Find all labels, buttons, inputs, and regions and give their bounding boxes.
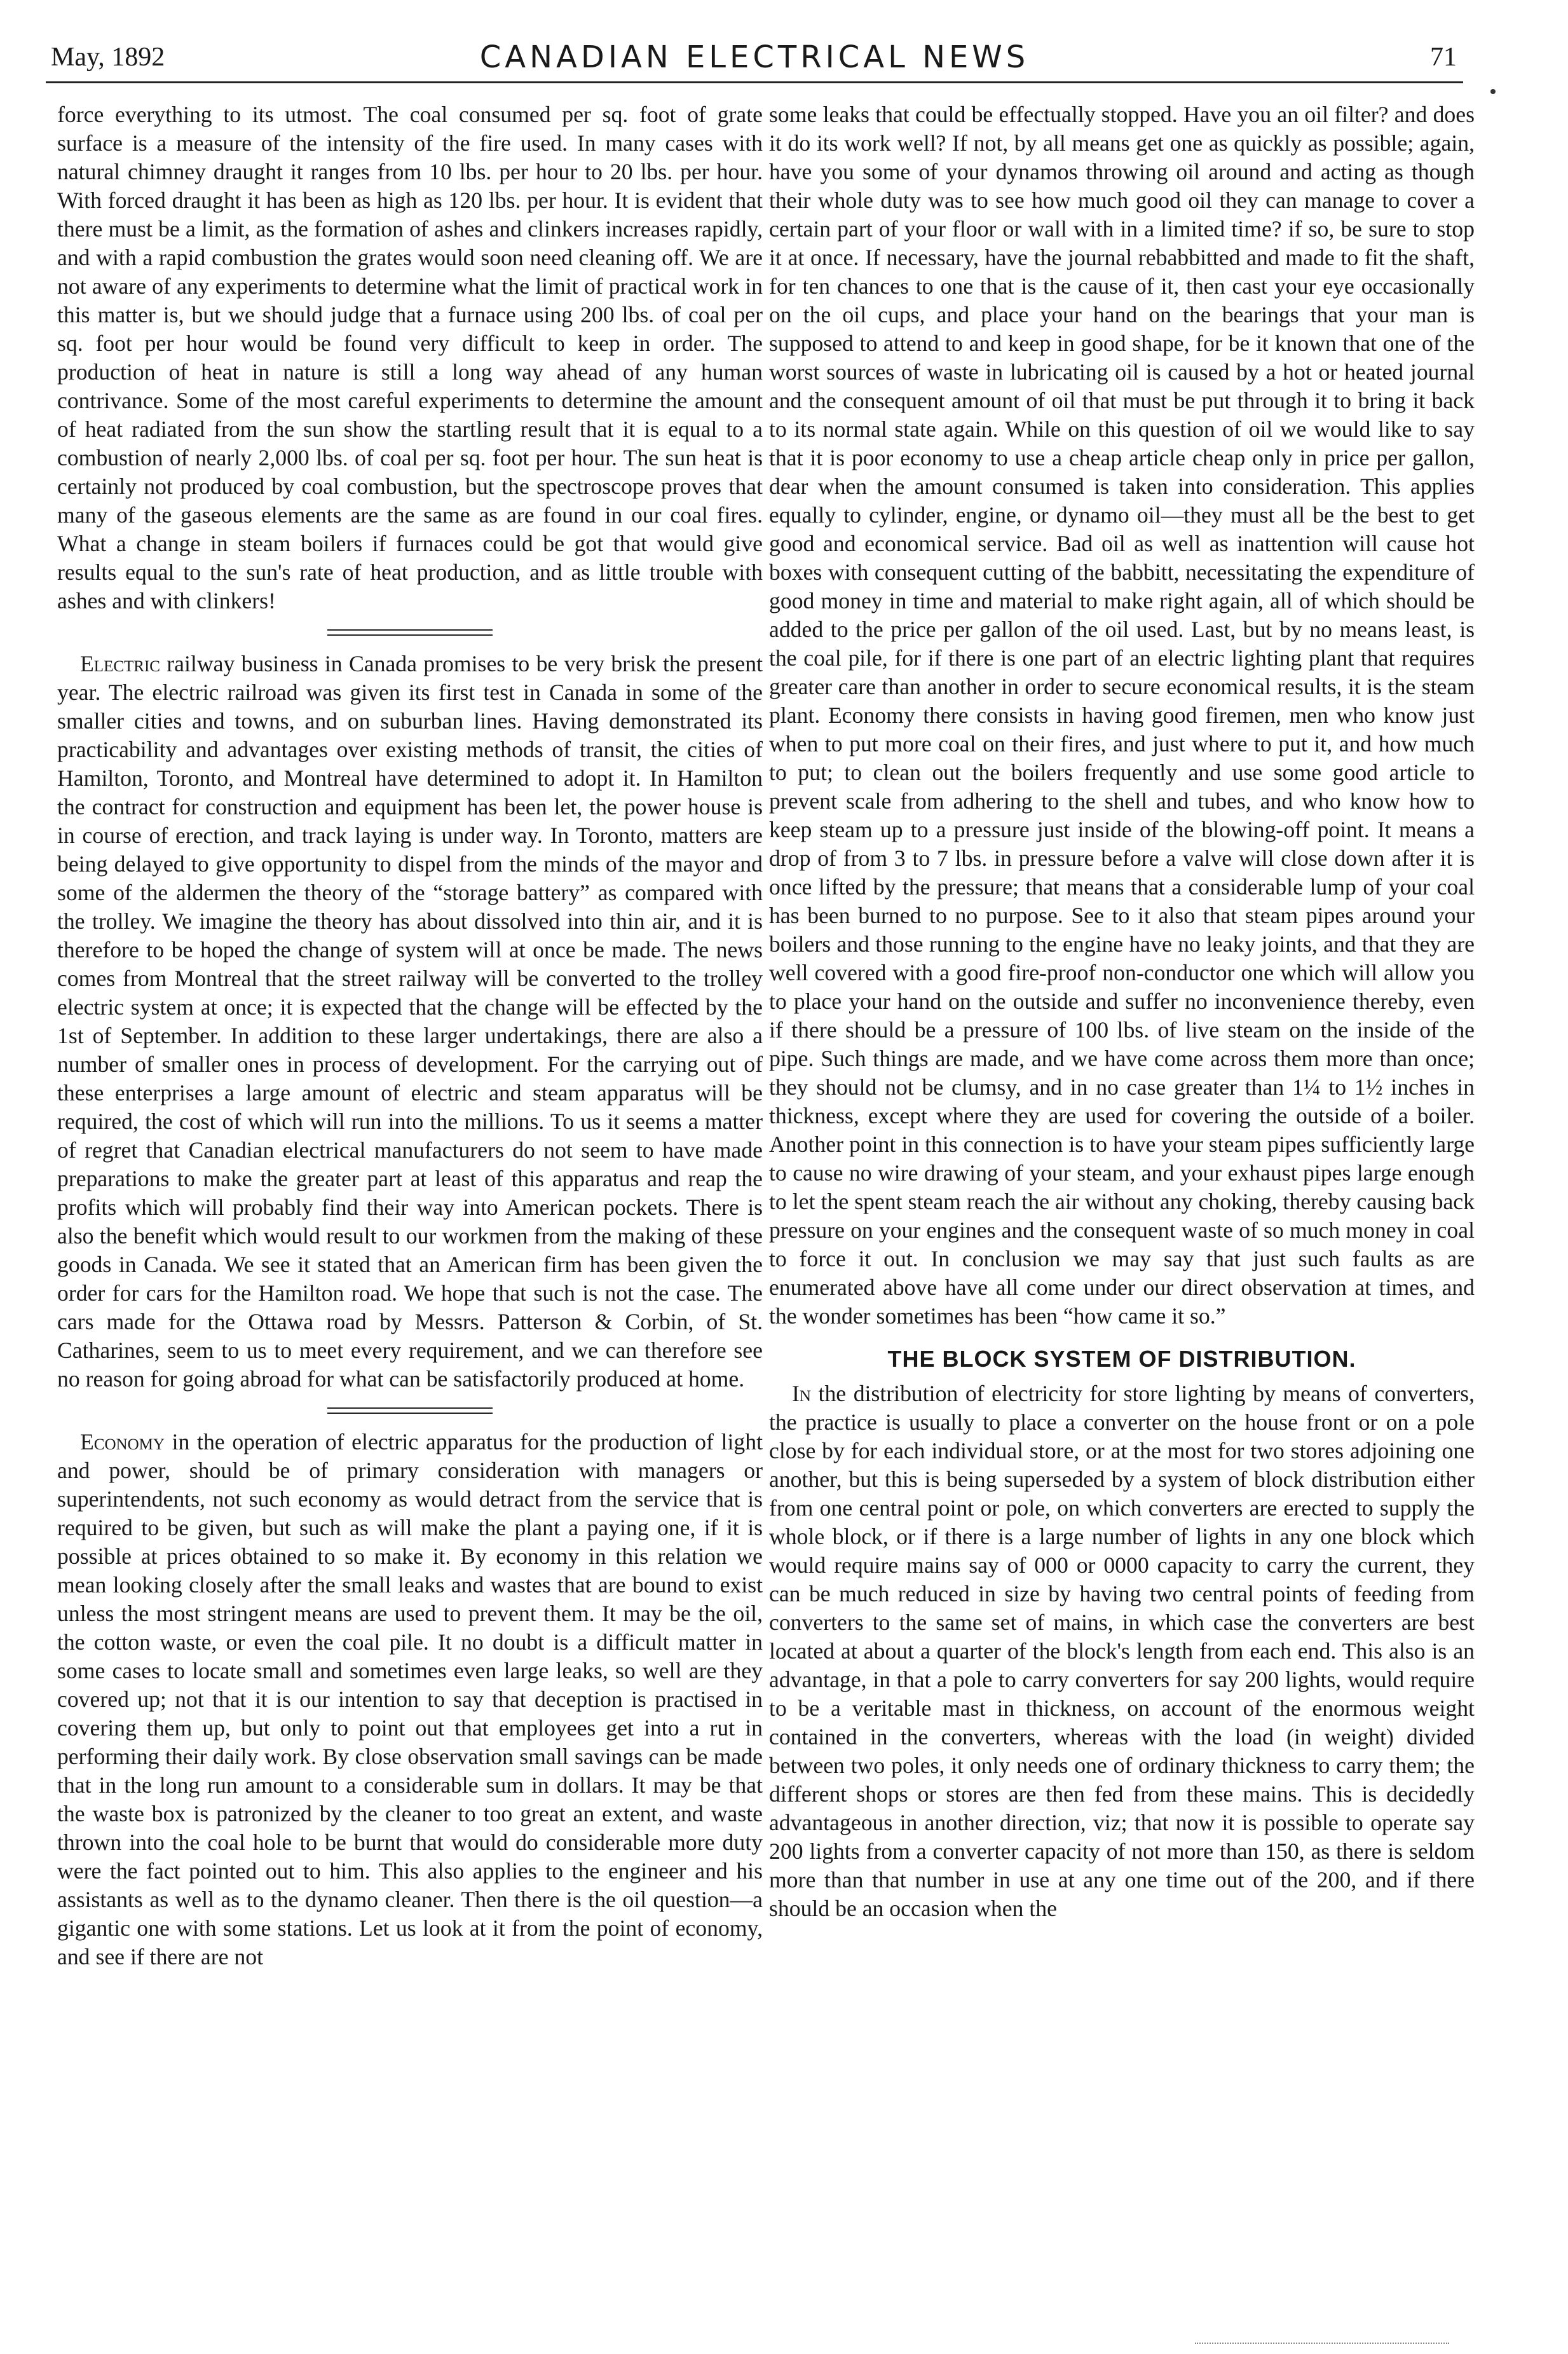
left-column	[57, 100, 763, 2306]
section-divider	[327, 1407, 493, 1414]
section-heading: THE BLOCK SYSTEM OF DISTRIBUTION.	[887, 1346, 1356, 1372]
article-economy-continued: some leaks that could be effectually stopped. Have you an oil filter? and does it do its work well? If not, by all means get one as quickly as possible; again, have you some of your dynamos throwing oil around and acting as though their whole duty was to see how much good oil they can manage to cover a certain part of your floor or wall with in a limited time? if so, be sure to stop it at once. If necessary, have the journal rebabbitted and made to fit the shaft, for ten chances to one that is the cause of it, then cast your eye occasionally on the oil cups, and place your hand on the bearings that your man is supposed to attend to and keep in good shape, for be it known that one of the worst sources of waste in lubricating oil is caused by a hot or heated journal and the consequent amount of oil that must be put through it to bring it back to its normal state again. While on this question of oil we would like to say that it is poor economy to use a cheap article cheap only in price per gallon, dear when the amount consumed is taken into consideration. This applies equally to cylinder, engine, or dynamo oil—they must all be the best to get good and economical service. Bad oil as well as inattention will cause hot boxes with consequent cutting of the babbitt, necessitating the expenditure of good money in time and material to make right again, all of which should be added to the price per gallon of the oil used. Last, but by no means least, is the coal pile, for if there is one part of an electric lighting plant that requires greater care than another in order to secure economical results, it is the steam plant. Economy there consists in having good firemen, men who know just when to put more coal on their fires, and just where to put it, and how much to put; to clean out the boilers frequently and use some good article to prevent scale from adhering to the shell and tubes, and who know how to keep steam up to a pressure just inside of the blowing-off point. It means a drop of from 3 to 7 lbs. in pressure before a valve will close down after it is once lifted by the pressure; that means that a considerable lump of your coal has been burned to no purpose. See to it also that steam pipes around your boilers and those running to the engine have no leaky joints, and that they are well covered with a good fire-proof non-conductor one which will allow you to place your hand on the outside and suffer no inconvenience thereby, even if there should be a pressure of 100 lbs. of live steam on the inside of the pipe. Such things are made, and we have come across them more than once; they should not be clumsy, and in no case greater than 1¼ to 1½ inches in thickness, except where they are used for covering the outside of a boiler. Another point in this connection is to have your steam pipes sufficiently large to cause no wire drawing of your steam, and your exhaust pipes large enough to let the spent steam reach the air without any choking, thereby causing back pressure on your engines and the consequent waste of so much money in coal to force it out. In conclusion we may say that just such faults as are enumerated above have all come under our direct observation at times, and the wonder sometimes has been “how came it so.”	[769, 102, 1475, 1329]
lead-word: In	[792, 1381, 811, 1406]
article-economy	[57, 1428, 763, 1971]
section-divider	[327, 629, 493, 636]
lead-word: Electric	[80, 651, 160, 676]
page-number: 71	[1430, 43, 1457, 72]
masthead-title: CANADIAN ELECTRICAL NEWS	[479, 39, 1030, 75]
article-body: the distribution of electricity for store lighting by means of converters, the practice is usually to place a converter on the house front or on a pole close by for each individual store, or at the most for two stores adjoining one another, but this is being superseded by a system of block distribution either from one central point or pole, on which converters are erected to supply the whole block, or if there is a large number of lights in any one block which would require mains say of 000 or 0000 capacity to carry the current, they can be much reduced in size by having two central points of feeding from converters to the same set of mains, in which case the converters are best located at about a quarter of the block's length from each end. This also is an advantage, in that a pole to carry converters for say 200 lights, would require to be a veritable mast in thickness, on account of the enormous weight contained in the converters, whereas with the load (in weight) divided between two poles, it only needs one of ordinary thickness to carry them; the different shops or stores are then fed from these mains. This is decidedly advantageous in another direction, viz; that now it is possible to operate say 200 lights from a converter capacity of not more than 150, as there is seldom more than that number in use at any one time out of the 200, and if there should be an occasion when the	[769, 1381, 1475, 1921]
article-body: railway business in Canada promises to be very brisk the present year. The electric railroad was given its first test in Canada in some of the smaller cities and towns, and on suburban lines. Having demonstrated its practicability and advantages over existing methods of transit, the cities of Hamilton, Toronto, and Montreal have determined to adopt it. In Hamilton the contract for construction and equipment has been let, the power house is in course of erection, and track laying is under way. In Toronto, matters are being delayed to give opportunity to dispel from the minds of the mayor and some of the aldermen the theory of the “storage battery” as compared with the trolley. We imagine the theory has about dissolved into thin air, and it is therefore to be hoped the change of system will at once be made. The news comes from Montreal that the street railway will be converted to the trolley electric system at once; it is expected that the change will be effected by the 1st of September. In addition to these larger undertakings, there are also a number of smaller ones in process of development. For the carrying out of these enterprises a large amount of electric and steam apparatus will be required, the cost of which will run into the millions. To us it seems a matter of regret that Canadian electrical manufacturers do not seem to have made preparations to make the greater part at least of this apparatus and reap the profits which will probably find their way into American pockets. There is also the benefit which would result to our workmen from the making of these goods in Canada. We see it stated that an American firm has been given the order for cars for the Hamilton road. We hope that such is not the case. The cars made for the Ottawa road by Messrs. Patterson & Corbin, of St. Catharines, seem to us to meet every requirement, and we can therefore see no reason for going abroad for what can be satisfactorily produced at home.	[57, 651, 763, 1392]
article-electric-railway	[57, 650, 763, 1393]
lead-word: Economy	[80, 1429, 165, 1454]
footer-rule	[1195, 2343, 1449, 2344]
article-block-system	[769, 1379, 1475, 1923]
page-header	[46, 37, 1463, 83]
right-column	[769, 100, 1475, 2306]
article-body: in the operation of electric apparatus for the production of light and power, should be of primary consideration with managers or superintendents, not such economy as would detract from the service that is required to be given, but such as will make the plant a paying one, if it is possible at prices obtained to so make it. By economy in this relation we mean looking closely after the small leaks and wastes that are bound to exist unless the most stringent means are used to prevent them. It may be the oil, the cotton waste, or even the coal pile. It no doubt is a difficult matter in some cases to locate small and sometimes even large leaks, so well are they covered up; not that it is our intention to say that deception is practised in covering them up, but only to point out that employees get into a rut in performing their daily work. By close observation small savings can be made that in the long run amount to a considerable sum in dollars. It may be that the waste box is patronized by the cleaner to too great an extent, and waste thrown into the coal hole to be burnt that would do considerable more duty were the fact pointed out to him. This also applies to the engineer and his assistants as well as to the dynamo cleaner. Then there is the oil question—a gigantic one with some stations. Let us look at it from the point of economy, and see if there are not	[57, 1429, 763, 1969]
article-coal-combustion: force everything to its utmost. The coal consumed per sq. foot of grate surface is a measure of the intensity of the fire used. In many cases with natural chimney draught it ranges from 10 lbs. per hour to 20 lbs. per hour. With forced draught it has been as high as 120 lbs. per hour. It is evident that there must be a limit, as the formation of ashes and clinkers increases rapidly, and with a rapid combustion the grates would soon need cleaning off. We are not aware of any experiments to determine what the limit of practical work in this matter is, but we should judge that a furnace using 200 lbs. of coal per sq. foot per hour would be found very difficult to keep in order. The production of heat in nature is still a long way ahead of any human contrivance. Some of the most careful experiments to determine the amount of heat radiated from the sun show the startling result that it is equal to a combustion of nearly 2,000 lbs. of coal per sq. foot per hour. The sun heat is certainly not produced by coal combustion, but the spectroscope proves that many of the gaseous elements are the same as are found in our coal fires. What a change in steam boilers if furnaces could be got that would give results equal to the sun's rate of heat production, and as little trouble with ashes and with clinkers!	[57, 102, 763, 613]
margin-dot	[1490, 89, 1496, 94]
issue-date: May, 1892	[51, 43, 165, 72]
